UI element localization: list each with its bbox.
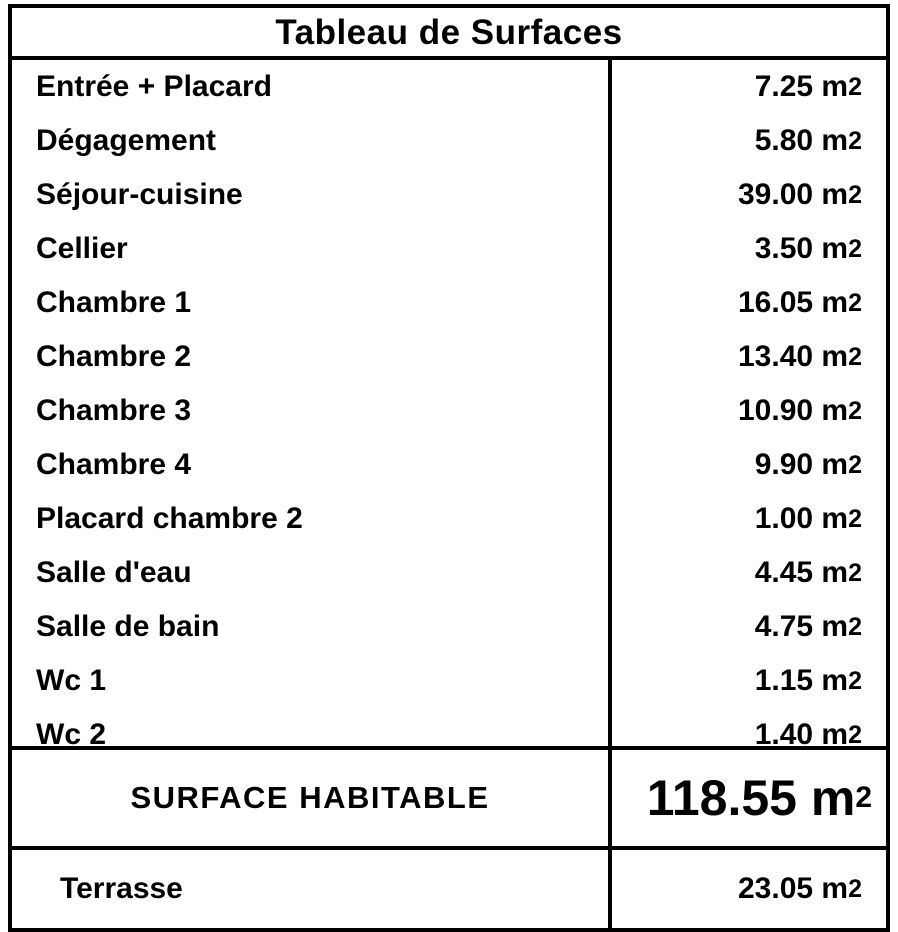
room-label: Chambre 3 [12, 384, 612, 438]
room-area-value: 5.80 m 2 [754, 124, 862, 157]
room-label: Chambre 4 [12, 438, 612, 492]
room-area-value: 3.50 m 2 [754, 232, 862, 265]
room-area-value: 1.15 m 2 [754, 664, 862, 697]
room-label: Entrée + Placard [12, 60, 612, 114]
total-row [12, 746, 886, 850]
total-value: 118.55 m 2 [646, 770, 872, 826]
extra-row-value: 23.05 m 2 [738, 872, 862, 905]
table-row [12, 384, 886, 438]
room-area-value: 16.05 m 2 [738, 286, 862, 319]
table-row [12, 276, 886, 330]
room-label: Chambre 2 [12, 330, 612, 384]
room-label: Dégagement [12, 114, 612, 168]
room-label: Wc 2 [12, 708, 612, 746]
room-area-value: 4.75 m 2 [754, 610, 862, 643]
table-row [12, 600, 886, 654]
page-title: Tableau de Surfaces [275, 12, 623, 52]
table-row [12, 708, 886, 746]
room-area-value: 9.90 m 2 [754, 448, 862, 481]
room-area-value: 4.45 m 2 [754, 556, 862, 589]
table-body [12, 60, 886, 746]
room-label: Salle d'eau [12, 546, 612, 600]
room-area-value: 10.90 m 2 [738, 394, 862, 427]
room-label: Séjour-cuisine [12, 168, 612, 222]
table-row [12, 492, 886, 546]
table-row [12, 114, 886, 168]
room-area-value: 1.40 m 2 [754, 718, 862, 746]
room-area-value: 39.00 m 2 [738, 178, 862, 211]
table-row [12, 60, 886, 114]
table-row [12, 222, 886, 276]
room-area-value: 1.00 m 2 [754, 502, 862, 535]
table-row [12, 438, 886, 492]
table-row [12, 168, 886, 222]
total-label: SURFACE HABITABLE [12, 750, 612, 846]
surface-table [8, 4, 890, 932]
table-row-terrasse [12, 850, 886, 928]
table-title-row [12, 8, 886, 60]
room-label: Wc 1 [12, 654, 612, 708]
extra-row-label: Terrasse [12, 850, 612, 928]
room-label: Chambre 1 [12, 276, 612, 330]
room-label: Cellier [12, 222, 612, 276]
table-row [12, 654, 886, 708]
table-row [12, 330, 886, 384]
room-area-value: 13.40 m 2 [738, 340, 862, 373]
room-label: Salle de bain [12, 600, 612, 654]
room-label: Placard chambre 2 [12, 492, 612, 546]
table-row [12, 546, 886, 600]
room-area-value: 7.25 m 2 [754, 70, 862, 103]
